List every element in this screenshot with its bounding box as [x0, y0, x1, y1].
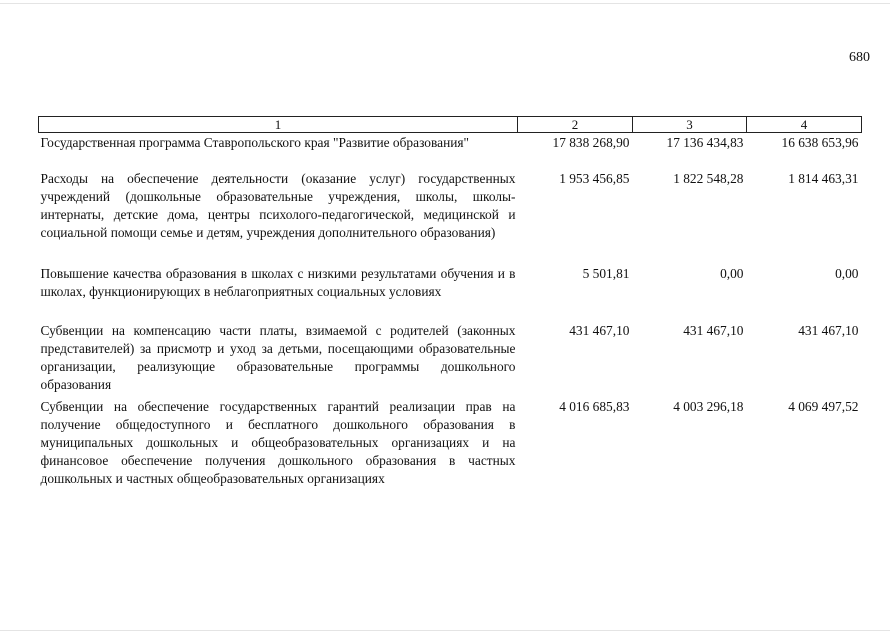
header-cell-4: 4: [747, 117, 862, 133]
header-cell-1: 1: [39, 117, 518, 133]
row-description: Расходы на обеспечение деятельности (оказание услуг) государственных учреждений (дошкольные образовательные учреждения, школы, школы-интернаты, детские дома, центры психолого-педагогической, медицинской и социальной помощи семье и детям, учреждения дополнительного образования): [40, 171, 516, 240]
row-value-col3: 1 822 548,28: [673, 171, 744, 186]
row-value-col4: 1 814 463,31: [788, 171, 859, 186]
row-value-col3: 17 136 434,83: [666, 135, 744, 150]
row-value-col2: 431 467,10: [569, 323, 630, 338]
row-description: Государственная программа Ставропольского края "Развитие образования": [40, 135, 470, 150]
table-row: [39, 322, 862, 398]
table-row: [39, 170, 862, 265]
row-value-col3: 0,00: [720, 266, 744, 281]
row-description: Субвенции на обеспечение государственных гарантий реализации прав на получение общедоступного и бесплатного дошкольного образования в муниципальных дошкольных и общеобразовательных организациях и на финансовое обеспечение получения дошкольного образования в частных дошкольных и частных общеобразовательных организациях: [40, 399, 516, 486]
table-row: [39, 398, 862, 488]
scan-edge-top: [0, 3, 890, 4]
row-value-col3: 4 003 296,18: [673, 399, 744, 414]
scan-edge-bottom: [0, 630, 890, 631]
row-value-col4: 16 638 653,96: [781, 135, 859, 150]
row-value-col4: 4 069 497,52: [788, 399, 859, 414]
row-value-col2: 5 501,81: [582, 266, 630, 281]
row-value-col2: 1 953 456,85: [559, 171, 630, 186]
page-number: 680: [849, 50, 870, 65]
row-description: Повышение качества образования в школах с низкими результатами обучения и в школах, функционирующих в неблагоприятных социальных условиях: [40, 266, 516, 299]
header-cell-3: 3: [633, 117, 747, 133]
row-value-col2: 4 016 685,83: [559, 399, 630, 414]
row-value-col3: 431 467,10: [683, 323, 744, 338]
row-value-col4: 431 467,10: [798, 323, 859, 338]
table-row: [39, 133, 862, 171]
table-row: [39, 265, 862, 322]
row-description: Субвенции на компенсацию части платы, взимаемой с родителей (законных представителей) за присмотр и уход за детьми, посещающими образовательные организации, реализующие образовательные программы дошкольного образования: [40, 323, 516, 392]
budget-table: [38, 116, 862, 488]
row-value-col2: 17 838 268,90: [552, 135, 630, 150]
header-cell-2: 2: [518, 117, 633, 133]
row-value-col4: 0,00: [835, 266, 859, 281]
header-row: [39, 117, 862, 133]
